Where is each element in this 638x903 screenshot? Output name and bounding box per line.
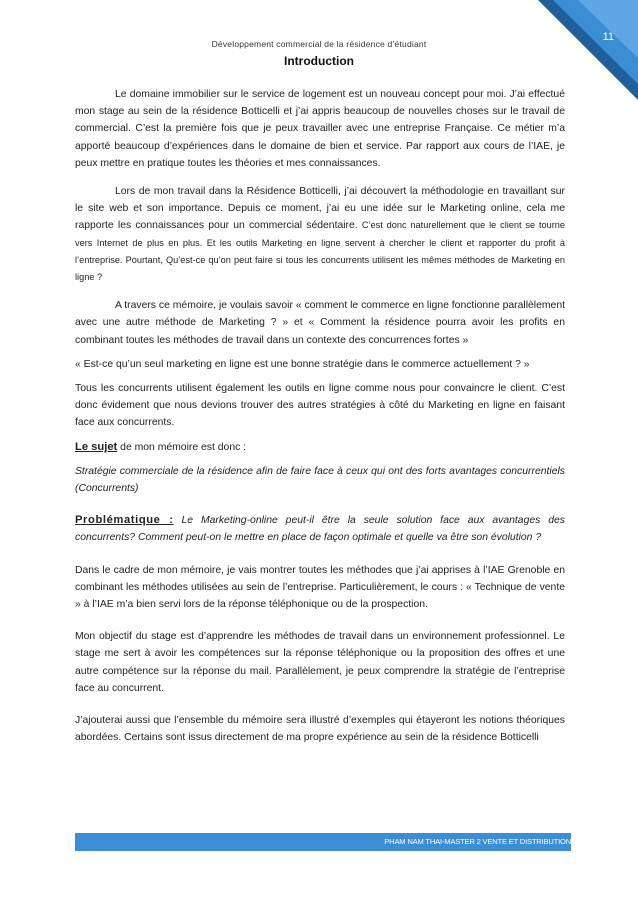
research-question: « Est-ce qu’un seul marketing en ligne est une bonne stratégie dans le commerce actuellement ? » xyxy=(75,358,530,370)
footer-text: PHAM NAM THAI-MASTER 2 VENTE ET DISTRIBUTION xyxy=(384,837,571,846)
problem-text: Le Marketing-online peut-il être la seule solution face aux avantages des concurrents? Comment peut-on le mettre en place de façon optimale et quelle va être son évolution ? xyxy=(75,515,566,544)
paragraph-7: Mon objectif du stage est d’apprendre les méthodes de travail dans un environnement professionnel. Le stage me sert à avoir les compétences sur la réponse téléphonique ou la proposition des offres et une autre compétence sur la réponse du mail. Parallèlement, je peux comprendre la stratégie de l’entreprise face au concurrent. xyxy=(75,631,565,694)
paragraph-3: A travers ce mémoire, je voulais savoir « comment le commerce en ligne fonctionne parallèlement avec une autre méthode de Marketing ? » et « Comment la résidence pourra avoir les profits en combinant toutes les méthodes de travail dans un contexte des concurrences fortes » xyxy=(75,300,565,346)
paragraph-2-text: Lors de mon travail dans la Résidence Botticelli, j’ai découvert la méthodologie en travaillant sur le site web et son importance. Depuis ce moment, j’ai eu une idée sur le Marketing online, cela me rapporte les connaissances pour un commercial sédentaire. xyxy=(75,186,565,232)
paragraph-2-small-text: C’est donc naturellement que le client se tourne vers Internet de plus en plus. Et les outils Marketing en ligne servent à chercher le client et rapporter du profit à l’entreprise. Pourtant, Qu’est-ce qu’on peut faire si tous les concurrents utilisent les mêmes méthodes de Marketing en ligne ? xyxy=(75,220,566,283)
paragraph-5: Tous les concurrents utilisent également les outils en ligne comme nous pour convaincre le client. C’est donc évidement que nous devions trouver des autres stratégies à côté du Marketing en ligne en faisant face aux concurrents. xyxy=(75,383,565,429)
page-corner-decoration xyxy=(518,0,638,100)
running-header: Développement commercial de la résidence d’étudiant xyxy=(211,39,427,49)
paragraph-6: Dans le cadre de mon mémoire, je vais montrer toutes les méthodes que j’ai apprises à l’IAE Grenoble en combinant les méthodes utilisées au sein de l’entreprise. Particulièrement, le cours : « Technique de vente » à l’IAE m’a bien servi lors de la réponse téléphonique ou de la prospection. xyxy=(75,564,565,611)
page-title: Introduction xyxy=(284,54,354,68)
page-number: 11 xyxy=(602,31,614,43)
problem-statement xyxy=(75,512,565,546)
subject-text: Stratégie commerciale de la résidence afin de faire face à ceux qui ont des forts avantages concurrentiels (Concurrents) xyxy=(75,465,565,495)
paragraph-2 xyxy=(75,183,565,286)
problem-label: Problématique : xyxy=(75,514,174,527)
subject-line xyxy=(75,439,565,456)
paragraph-8: J’ajouterai aussi que l’ensemble du mémoire sera illustré d’exemples qui étayeront les notions théoriques abordées. Certains sont issus directement de ma propre expérience au sein de la résidence Botticelli xyxy=(75,715,565,744)
paragraph-1: Le domaine immobilier sur le service de logement est un nouveau concept pour moi. J’ai effectué mon stage au sein de la résidence Botticelli et j’ai appris beaucoup de nouvelles choses sur le travail de commercial. C’est la première fois que je peux travailler avec une entreprise Française. Ce métier m’a apporté beaucoup d’expériences dans le domaine de bien et service. Par rapport aux cours de l’IAE, je peux mettre en pratique toutes les théories et mes connaissances. xyxy=(75,89,565,169)
main-text xyxy=(75,86,565,747)
subject-label: Le sujet xyxy=(75,440,118,453)
subject-intro: de mon mémoire est donc : xyxy=(117,441,247,453)
